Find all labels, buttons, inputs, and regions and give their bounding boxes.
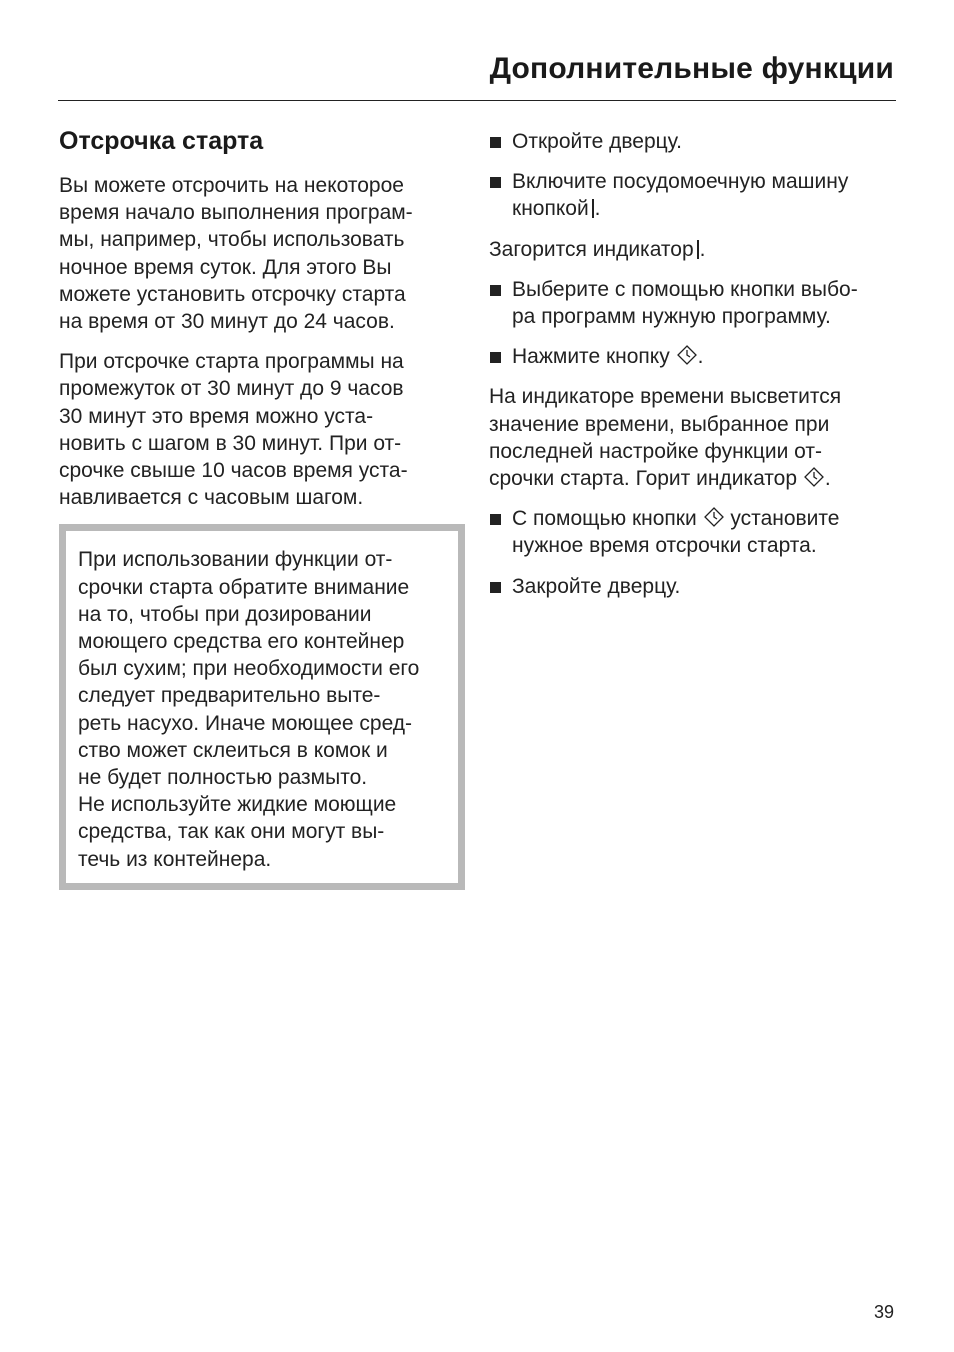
info-line: срочки старта. Горит индикатор (489, 467, 798, 491)
info-line: На индикаторе времени высветится (489, 385, 842, 409)
bullet-square-icon (490, 582, 501, 593)
step-text-end: . (594, 197, 601, 221)
info-line-end: . (824, 467, 831, 491)
paragraph-line: навливается с часовым шагом. (59, 486, 364, 510)
step-paragraph (59, 348, 465, 511)
step-text: С помощью кнопки (512, 507, 697, 531)
warning-line: течь из контейнера. (78, 847, 272, 871)
power-symbol-icon (592, 199, 594, 218)
paragraph-line: на время от 30 минут до 24 часов. (59, 310, 395, 334)
delay-start-icon (676, 344, 698, 366)
right-column (489, 128, 899, 613)
paragraph-line: мы, например, чтобы использовать (59, 228, 405, 252)
warning-line: средства, так как они могут вы- (78, 820, 385, 844)
info-line: последней настройке функции от- (489, 439, 823, 463)
step-text: нужное время отсрочки старта. (512, 534, 817, 558)
paragraph-line: срочке свыше 10 часов время уста- (59, 459, 408, 483)
warning-line: срочки старта обратите внимание (78, 575, 410, 599)
warning-line: был сухим; при необходимости его (78, 657, 420, 681)
warning-line: не будет полностью размыто. (78, 766, 368, 790)
info-text-content: Загорится индикатор (489, 237, 694, 261)
warning-line: на то, чтобы при дозировании (78, 602, 372, 626)
info-text (489, 236, 899, 263)
info-line-with-icon (489, 465, 899, 492)
warning-line: ство может склеиться в комок и (78, 738, 388, 762)
bullet-square-icon (490, 285, 501, 296)
warning-line: Не используйте жидкие моющие (78, 793, 397, 817)
delay-start-icon (803, 466, 825, 488)
step-text: кнопкой (512, 197, 589, 221)
section-title: Отсрочка старта (59, 127, 264, 155)
info-text (489, 383, 899, 492)
paragraph-line: 30 минут это время можно уста- (59, 404, 374, 428)
warning-text (78, 546, 448, 872)
power-symbol-icon (697, 240, 699, 259)
info-line: значение времени, выбранное при (489, 412, 830, 436)
step-item (489, 343, 899, 370)
warning-line: При использовании функции от- (78, 548, 393, 572)
step-text: Закройте дверцу. (512, 574, 681, 598)
page-header-title: Дополнительные функции (489, 52, 894, 85)
step-text: Откройте дверцу. (512, 130, 682, 153)
step-text-line (512, 505, 899, 532)
intro-paragraph (59, 172, 465, 335)
paragraph-line: новить с шагом в 30 минут. При от- (59, 431, 402, 455)
paragraph-line: ночное время суток. Для этого Вы (59, 255, 392, 279)
page-number: 39 (873, 1302, 894, 1322)
step-text: установите (730, 507, 840, 531)
delay-start-icon (703, 506, 725, 528)
step-text: Выберите с помощью кнопки выбо- (512, 277, 858, 301)
warning-line: моющего средства его контейнер (78, 630, 405, 654)
paragraph-line: Вы можете отсрочить на некоторое (59, 174, 404, 197)
paragraph-line: можете установить отсрочку старта (59, 282, 406, 306)
warning-line: реть насухо. Иначе моющее сред- (78, 711, 413, 735)
step-item (489, 573, 899, 600)
step-item (489, 168, 899, 222)
warning-line: следует предварительно выте- (78, 684, 381, 708)
warning-box (59, 524, 465, 889)
paragraph-line: промежуток от 30 минут до 9 часов (59, 377, 404, 401)
step-text-end: . (697, 345, 704, 369)
step-text: Включите посудомоечную машину (512, 170, 849, 194)
bullet-square-icon (490, 514, 501, 525)
info-text-end: . (699, 237, 706, 261)
step-text-line (512, 195, 899, 222)
paragraph-line: При отсрочке старта программы на (59, 350, 404, 374)
bullet-square-icon (490, 352, 501, 363)
step-item (489, 505, 899, 559)
step-item (489, 128, 899, 155)
left-column (59, 124, 465, 890)
bullet-square-icon (490, 137, 501, 148)
step-item (489, 276, 899, 330)
paragraph-line: время начало выполнения програм- (59, 201, 413, 225)
step-text: ра программ нужную программу. (512, 305, 831, 329)
step-text: Нажмите кнопку (512, 345, 670, 369)
bullet-square-icon (490, 177, 501, 188)
header-divider (58, 100, 896, 101)
